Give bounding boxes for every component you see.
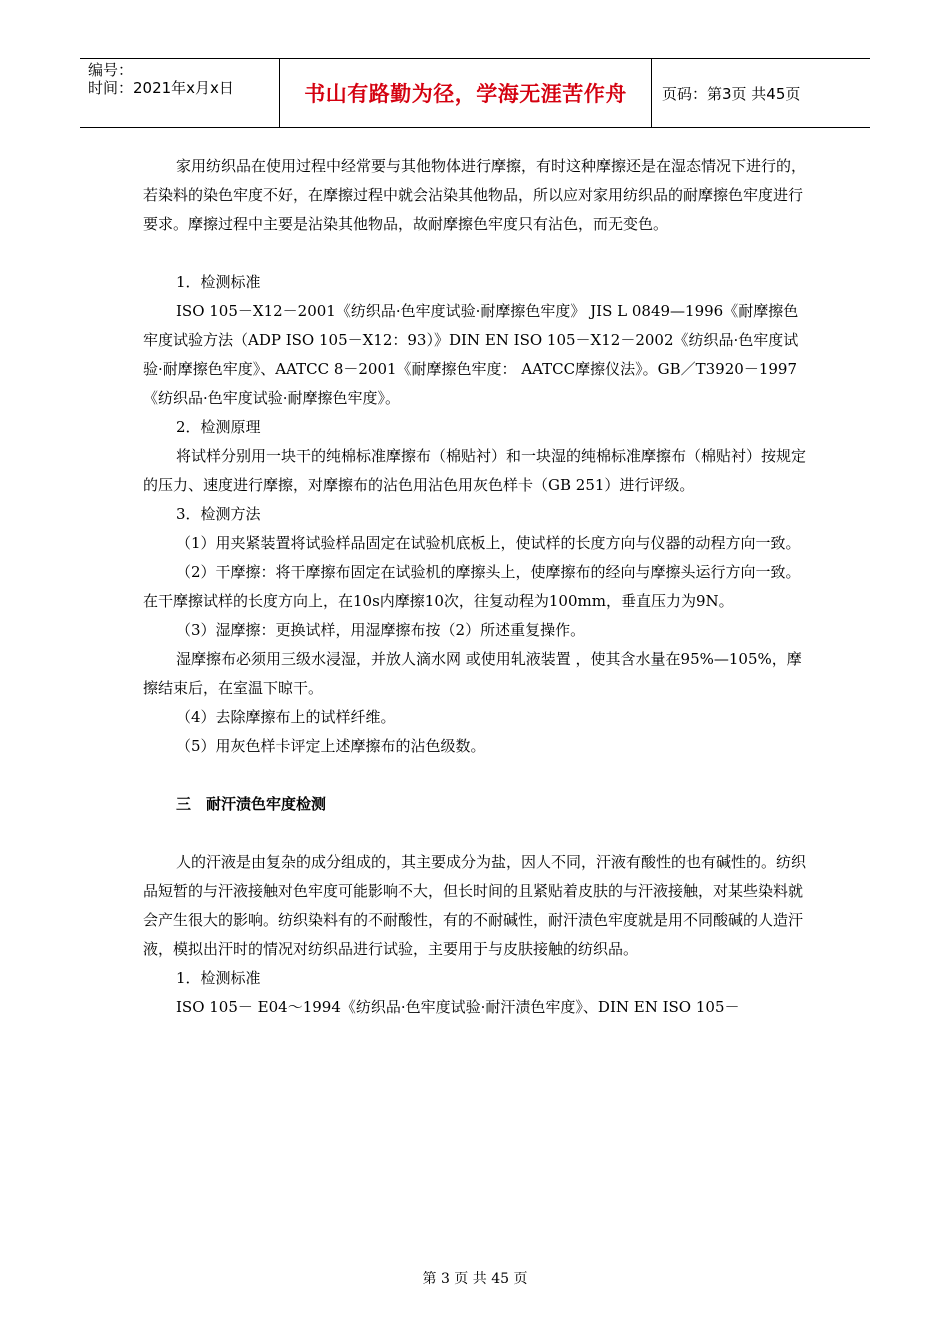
- method-step-3-note: 湿摩擦布必须用三级水浸湿，并放人滴水网 或使用轧液装置 ，使其含水量在95%—105%，摩擦结束后，在室温下晾干。: [143, 650, 802, 697]
- paragraph-principle: 将试样分别用一块干的纯棉标准摩擦布（棉贴衬）和一块湿的纯棉标准摩擦布（棉贴衬）按规定的压力、速度进行摩擦，对摩擦布的沾色用沾色用灰色样卡（GB 251）进行评级。: [143, 447, 807, 494]
- paragraph-standards: ISO 105－X12－2001《纺织品·色牢度试验·耐摩擦色牢度》 JIS L 0849—1996《耐摩擦色牢度试验方法（ADP ISO 105－X12：93）》DIN EN ISO 105－X12－2002《纺织品·色牢度试验·耐摩擦色牢度》、AATCC 8－2001《耐摩擦色牢度： AATCC摩擦仪法》。GB／T3920－1997《纺织品·色牢度试验·耐摩擦色牢度》。: [143, 302, 799, 407]
- paragraph-sweat-standards: ISO 105－ E04～1994《纺织品·色牢度试验·耐汗渍色牢度》、DIN EN ISO 105－: [176, 998, 740, 1016]
- method-step-5: （5）用灰色样卡评定上述摩擦布的沾色级数。: [176, 737, 486, 755]
- document-time-label: 时间：2021年x月x日: [88, 79, 234, 97]
- page-header: [80, 58, 870, 128]
- paragraph-intro: 家用纺织品在使用过程中经常要与其他物体进行摩擦，有时这种摩擦还是在湿态情况下进行的，若染料的染色牢度不好，在摩擦过程中就会沾染其他物品，所以应对家用纺织品的耐摩擦色牢度进行要求。摩擦过程中主要是沾染其他物品，故耐摩擦色牢度只有沾色，而无变色。: [143, 157, 807, 233]
- heading-principle: 2．检测原理: [176, 418, 261, 436]
- heading-sweat-standards: 1．检测标准: [176, 969, 261, 987]
- document-number-label: 编号：: [88, 61, 134, 79]
- page-footer: 第 3 页 共 45 页: [422, 1271, 528, 1287]
- section-title-sweat: 三 耐汗渍色牢度检测: [176, 795, 327, 813]
- header-meta: [80, 59, 280, 127]
- heading-method: 3．检测方法: [176, 505, 261, 523]
- document-body: [143, 152, 809, 1022]
- method-step-2: （2）干摩擦：将干摩擦布固定在试验机的摩擦头上，使摩擦布的经向与摩擦头运行方向一致。在干摩擦试样的长度方向上，在10s内摩擦10次，往复动程为100mm，垂直压力为9N。: [143, 563, 801, 610]
- header-page-number: 页码：第3页 共45页: [662, 84, 801, 103]
- paragraph-sweat-intro: 人的汗液是由复杂的成分组成的，其主要成分为盐，因人不同，汗液有酸性的也有碱性的。纺织品短暂的与汗液接触对色牢度可能影响不大，但长时间的且紧贴着皮肤的与汗液接触，对某些染料就会产生很大的影响。纺织染料有的不耐酸性，有的不耐碱性，耐汗渍色牢度就是用不同酸碱的人造汗液，模拟出汗时的情况对纺织品进行试验，主要用于与皮肤接触的纺织品。: [143, 853, 807, 958]
- heading-standards: 1．检测标准: [176, 273, 261, 291]
- header-motto: 书山有路勤为径，学海无涯苦作舟: [280, 59, 652, 127]
- method-step-4: （4）去除摩擦布上的试样纤维。: [176, 708, 396, 726]
- method-step-3: （3）湿摩擦：更换试样，用湿摩擦布按（2）所述重复操作。: [176, 621, 586, 639]
- method-step-1: （1）用夹紧装置将试验样品固定在试验机底板上，使试样的长度方向与仪器的动程方向一致。: [176, 534, 801, 552]
